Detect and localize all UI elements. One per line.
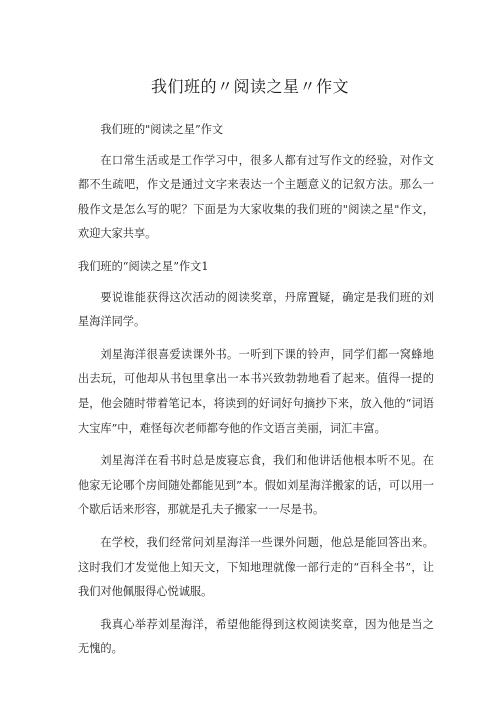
document-title: 我们班的〃阅读之星〃作文 xyxy=(150,77,349,96)
body-paragraph-3: 刘星海洋在看书时总是废寝忘食，我们和他讲话他根本听不见。在他家无论哪个房间随处都能见到”本。假如刘星海洋搬家的话，可以用一个歇后话来形容，那就是孔夫子搬家一一尽是书。 xyxy=(78,454,434,517)
body-paragraph-5: 我真心举荐刘星海洋，希望他能得到这枚阅读奖章，因为他是当之无愧的。 xyxy=(78,617,434,656)
document-body xyxy=(78,118,434,670)
body-paragraph-1: 要说谁能获得这次活动的阅读奖章，丹席置疑，确定是我们班的刘星海洋同学。 xyxy=(78,290,434,329)
article-heading: 我们班的"阅读之星”作文 xyxy=(100,123,224,136)
section-title: 我们班的“阅读之星”作文1 xyxy=(78,259,209,273)
intro-paragraph: 在口常生活或是工作学习中，很多人都有过写作文的经验，对作文都不生疏吧，作文是通过文字来表达一个主题意义的记叙方法。那么一般作文是怎么写的呢？下面是为大家收集的我们班的"阅读之星"作文，欢迎大家共享。 xyxy=(78,153,434,241)
body-paragraph-4: 在学校，我们经常问刘星海洋一些课外问题，他总是能回答出来。这时我们才发觉他上知天文，下知地理就像一部行走的“百科全书”，让我们对他佩服得心悦诚服。 xyxy=(78,535,434,599)
body-paragraph-2: 刘星海洋很喜爱读课外书。一听到下课的铃声，同学们都一窝蜂地出去玩，可他却从书包里拿出一本书兴致勃勃地看了起来。值得一提的是，他会随时带着笔记本，将读到的好词好句摘抄下来，放入他的“词语大宝库”中，难怪每次老师都夸他的作文语言美丽，词汇丰富。 xyxy=(78,347,434,435)
